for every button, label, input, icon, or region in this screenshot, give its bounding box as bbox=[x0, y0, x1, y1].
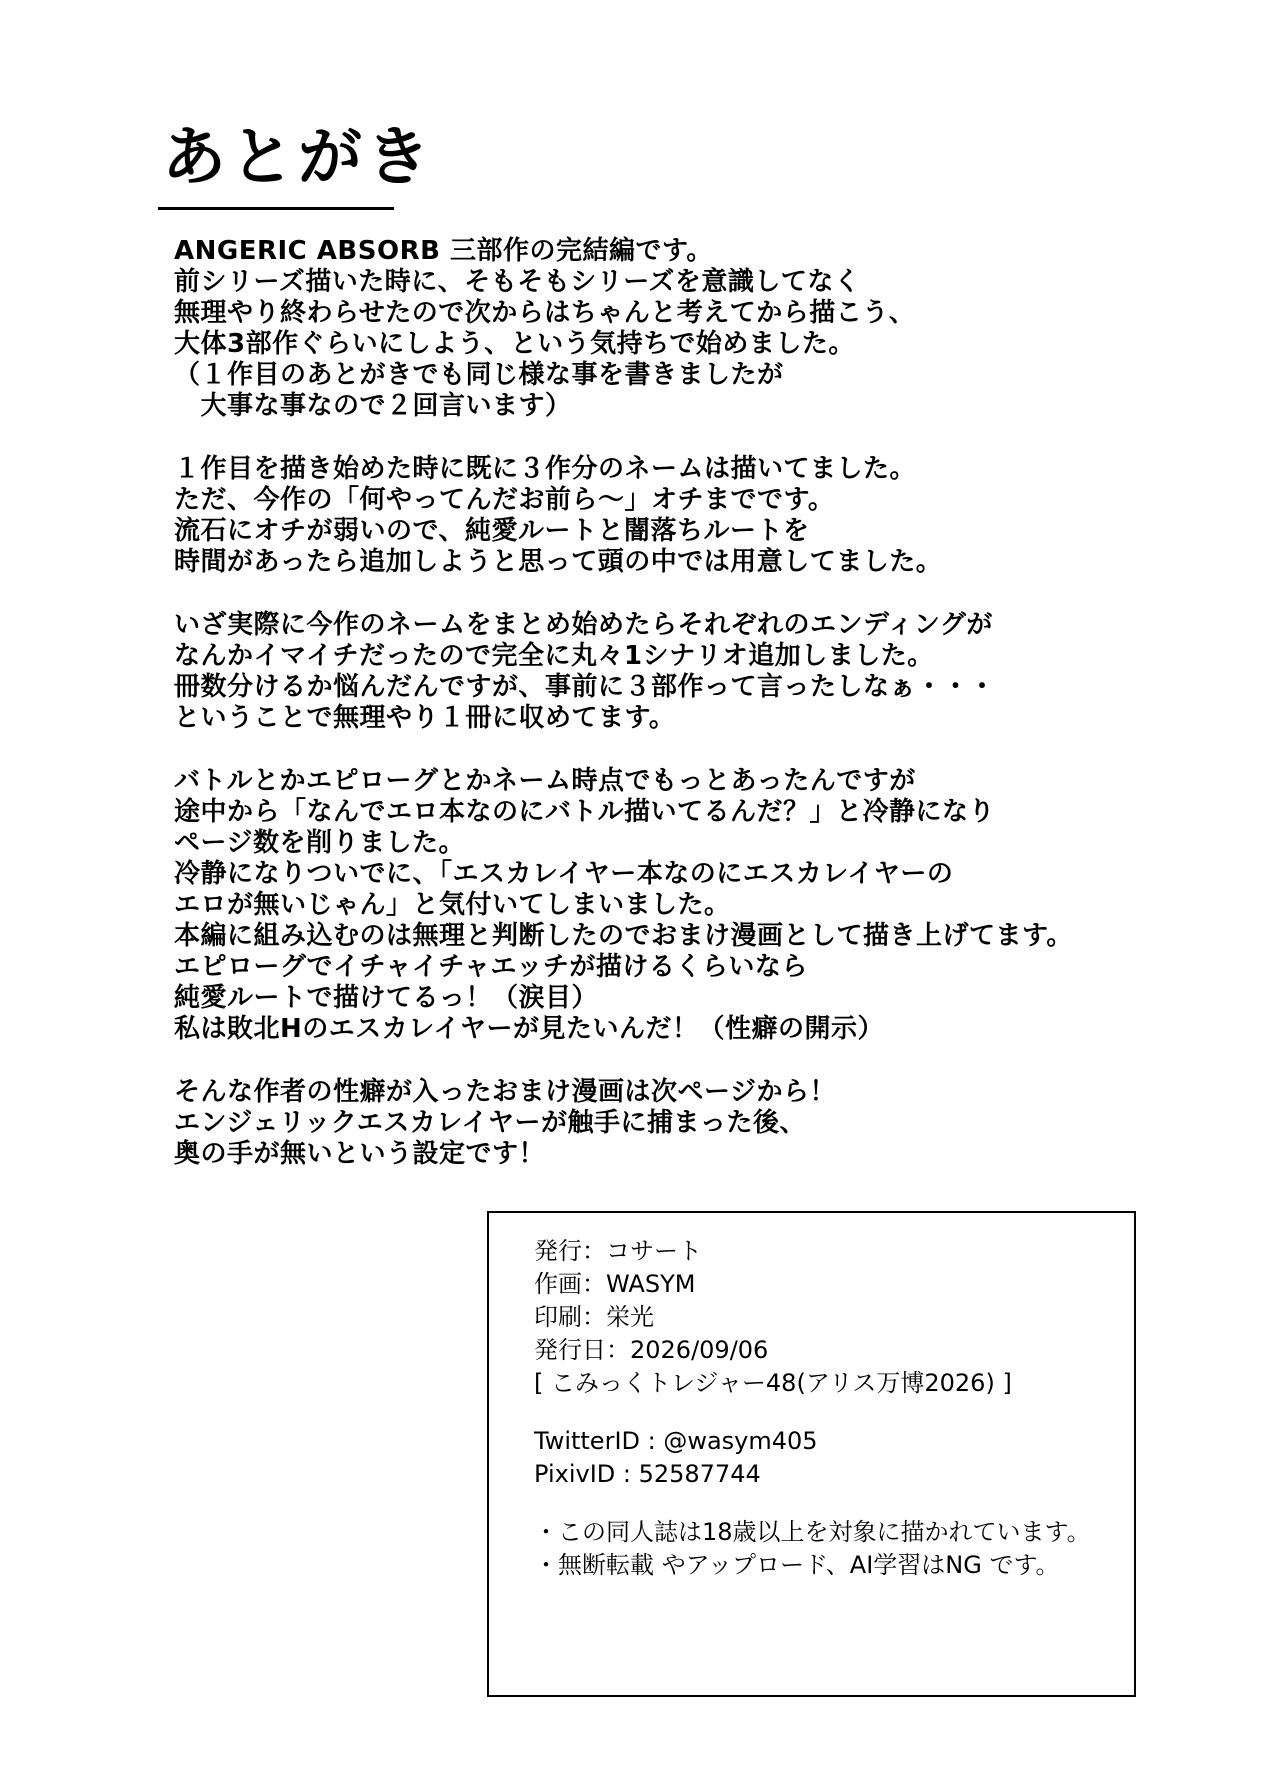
text-line: エンジェリックエスカレイヤーが触手に捕まった後、 bbox=[174, 1108, 806, 1138]
spacer bbox=[534, 1400, 1124, 1425]
text-line: ANGERIC ABSORB 三部作の完結編です。 bbox=[174, 236, 713, 266]
afterword-paragraph-5 bbox=[174, 1077, 1234, 1170]
text-line: ページ数を削りました。 bbox=[174, 828, 465, 858]
text-line: なんかイマイチだったので完全に丸々1シナリオ追加しました。 bbox=[174, 641, 934, 671]
text-line: 時間があったら追加しようと思って頭の中では用意してました。 bbox=[174, 547, 943, 577]
text-line: ただ、今作の「何やってんだお前ら～」オチまでです。 bbox=[174, 485, 835, 515]
text-line: 冷静になりついでに、「エスカレイヤー本なのにエスカレイヤーの bbox=[174, 859, 954, 889]
text-line: バトルとかエピローグとかネーム時点でもっとあったんですが bbox=[174, 766, 916, 796]
title-underline bbox=[158, 207, 394, 210]
afterword-paragraph-2 bbox=[174, 454, 1234, 578]
text-line: 本編に組み込むのは無理と判断したのでおまけ漫画として描き上げてます。 bbox=[174, 921, 1073, 951]
text-line: 奥の手が無いという設定です！ bbox=[174, 1139, 546, 1169]
text-line: （１作目のあとがきでも同じ様な事を書きましたが bbox=[174, 360, 784, 390]
printer-line: 印刷：栄光 bbox=[534, 1303, 654, 1331]
reprint-notice-line: ・無断転載 やアップロード、AI学習はNG です。 bbox=[534, 1551, 1060, 1579]
afterword-paragraph-1 bbox=[174, 236, 1234, 422]
afterword-paragraph-3 bbox=[174, 610, 1234, 734]
text-line: 私は敗北Hのエスカレイヤーが見たいんだ！（性癖の開示） bbox=[174, 1014, 884, 1044]
text-line: 冊数分けるか悩んだんですが、事前に３部作って言ったしなぁ・・・ bbox=[174, 672, 996, 702]
text-line: 大事な事なので２回言います） bbox=[174, 391, 572, 421]
text-line: 純愛ルートで描けてるっ！（涙目） bbox=[174, 983, 599, 1013]
spacer bbox=[534, 1491, 1124, 1516]
colophon-content bbox=[534, 1235, 1124, 1582]
pixiv-id-line: PixivID : 52587744 bbox=[534, 1460, 761, 1488]
afterword-body bbox=[174, 236, 1234, 1202]
page-title: あとがき bbox=[162, 121, 434, 195]
text-line: エロが無いじゃん」と気付いてしまいました。 bbox=[174, 890, 731, 920]
colophon-box bbox=[487, 1211, 1136, 1697]
age-notice-line: ・この同人誌は18歳以上を対象に描かれています。 bbox=[534, 1518, 1091, 1546]
text-line: 流石にオチが弱いので、純愛ルートと闇落ちルートを bbox=[174, 516, 810, 546]
text-line: ということで無理やり１冊に収めてます。 bbox=[174, 703, 676, 733]
text-line: 大体3部作ぐらいにしよう、という気持ちで始めました。 bbox=[174, 329, 855, 359]
text-line: 途中から「なんでエロ本なのにバトル描いてるんだ？」と冷静になり bbox=[174, 797, 995, 827]
text-line: そんな作者の性癖が入ったおまけ漫画は次ページから！ bbox=[174, 1077, 836, 1107]
twitter-id-line: TwitterID : @wasym405 bbox=[534, 1427, 818, 1455]
afterword-paragraph-4 bbox=[174, 766, 1234, 1045]
text-line: 前シリーズ描いた時に、そもそもシリーズを意識してなく bbox=[174, 267, 861, 297]
issue-date-line: 発行日：2026/09/06 bbox=[534, 1336, 769, 1364]
artist-line: 作画：WASYM bbox=[534, 1270, 696, 1298]
publisher-line: 発行：コサート bbox=[534, 1237, 702, 1265]
text-line: いざ実際に今作のネームをまとめ始めたらそれぞれのエンディングが bbox=[174, 610, 993, 640]
text-line: 無理やり終わらせたので次からはちゃんと考えてから描こう、 bbox=[174, 298, 916, 328]
text-line: エピローグでイチャイチャエッチが描けるくらいなら bbox=[174, 952, 808, 982]
text-line: １作目を描き始めた時に既に３作分のネームは描いてました。 bbox=[174, 454, 917, 484]
event-line: [ こみっくトレジャー48(アリス万博2026) ] bbox=[534, 1369, 1012, 1397]
